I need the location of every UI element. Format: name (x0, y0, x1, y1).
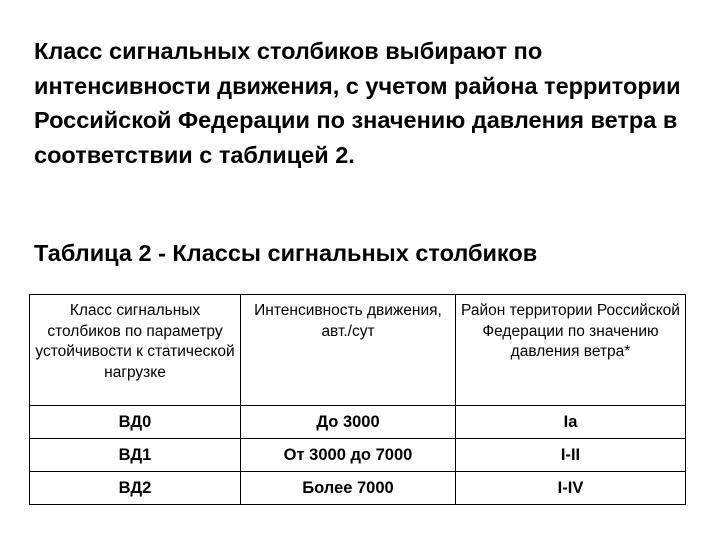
cell-class: ВД0 (30, 406, 241, 439)
cell-region: I-IV (456, 472, 686, 505)
cell-class: ВД1 (30, 439, 241, 472)
header-stability-class: Класс сигнальных столбиков по параметру устойчивости к статической нагрузке (30, 295, 241, 406)
header-wind-pressure-region: Район территории Российской Федерации по значению давления ветра* (456, 295, 686, 406)
table-header-row (30, 295, 686, 406)
signal-posts-classes-table (29, 294, 686, 505)
cell-intensity: До 3000 (241, 406, 456, 439)
cell-intensity: Более 7000 (241, 472, 456, 505)
cell-region: I-II (456, 439, 686, 472)
table-title: Таблица 2 - Классы сигнальных столбиков (34, 240, 538, 266)
table-row (30, 439, 686, 472)
cell-class: ВД2 (30, 472, 241, 505)
cell-intensity: От 3000 до 7000 (241, 439, 456, 472)
table-row (30, 472, 686, 505)
table-row (30, 406, 686, 439)
intro-paragraph: Класс сигнальных столбиков выбирают по интенсивности движения, с учетом района территории Российской Федерации по значению давления ветра в соответствии с таблицей 2. (34, 38, 681, 168)
header-traffic-intensity: Интенсивность движения, авт./сут (241, 295, 456, 406)
cell-region: Iа (456, 406, 686, 439)
